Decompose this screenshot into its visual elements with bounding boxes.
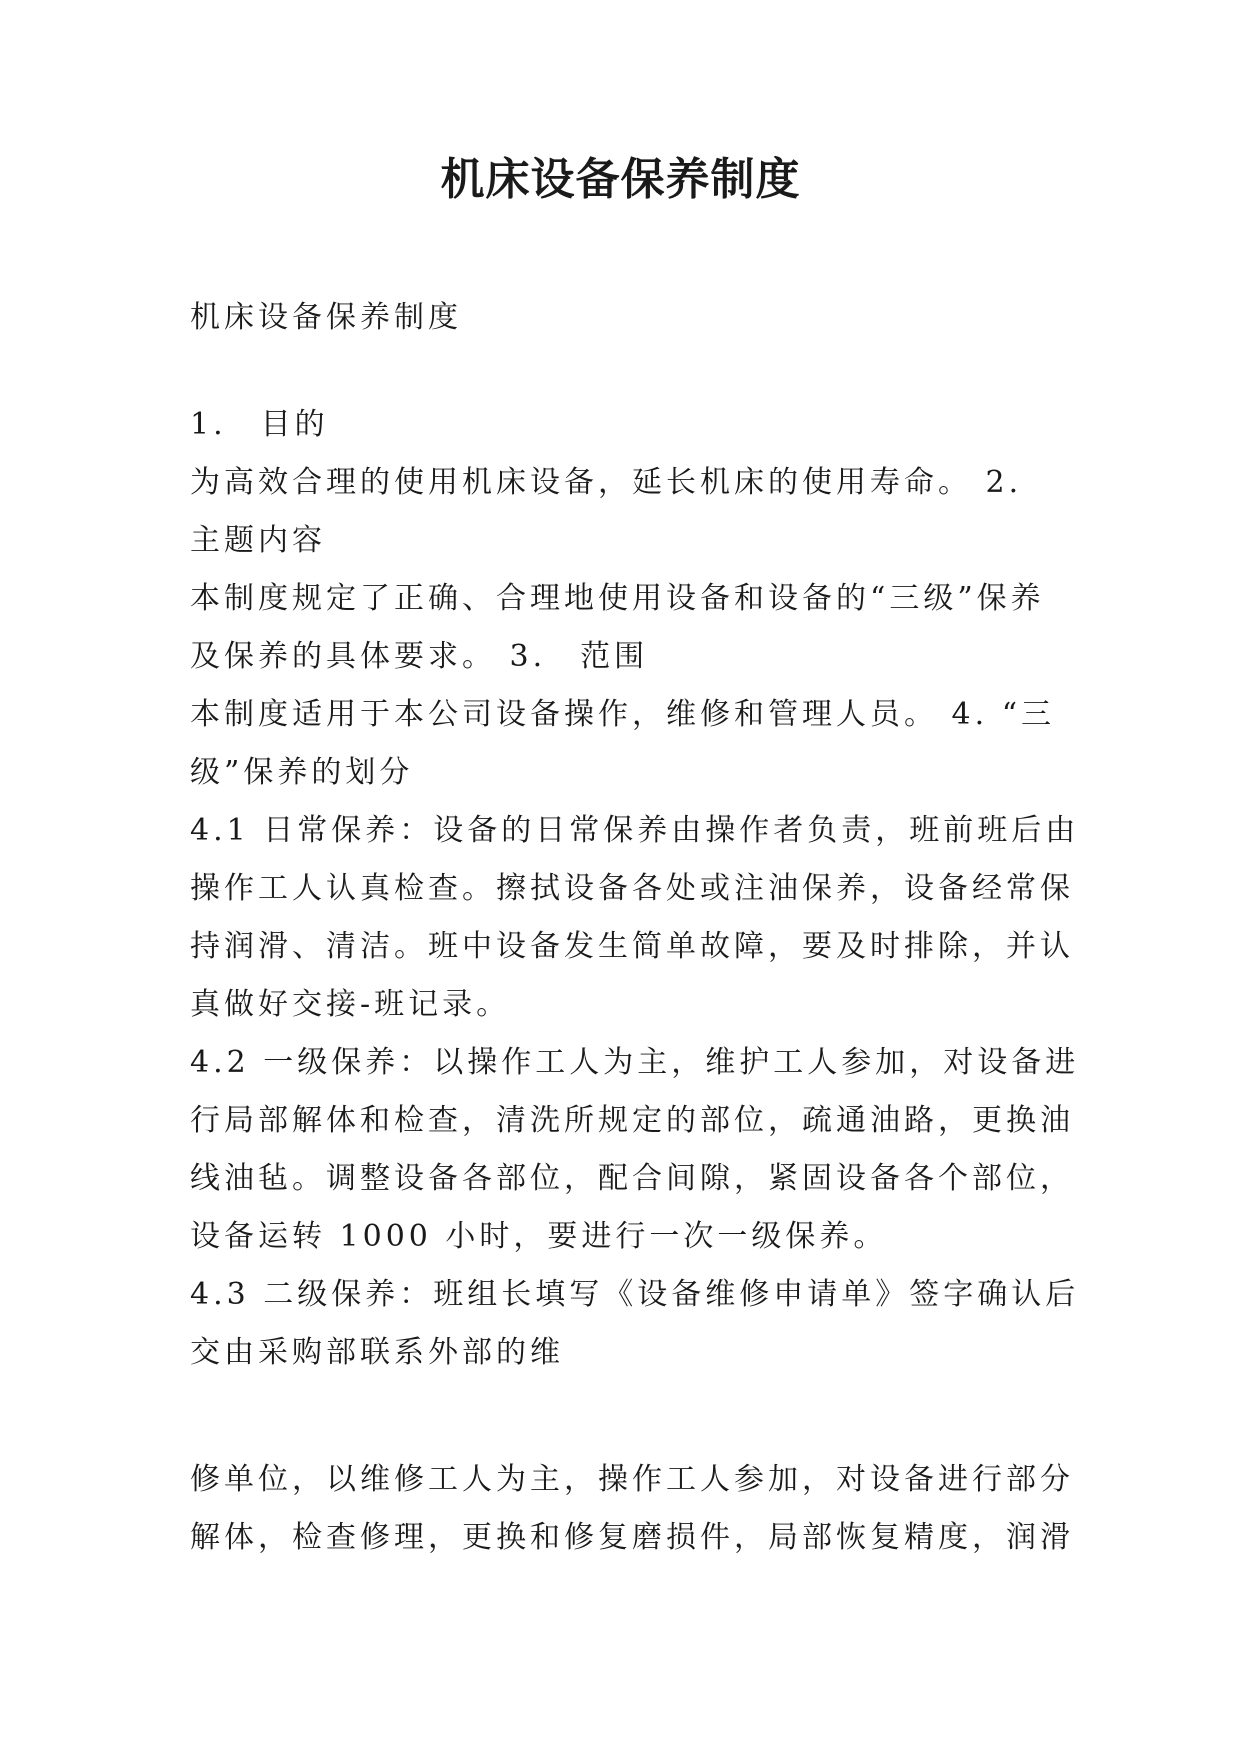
body-line: 操作工人认真检查。擦拭设备各处或注油保养，设备经常保: [190, 871, 1074, 906]
body-line: 4.1 日常保养：设备的日常保养由操作者负责，班前班后由: [190, 813, 1080, 848]
body-line: 本制度规定了正确、合理地使用设备和设备的“三级”保养: [190, 581, 1045, 616]
body-line: 行局部解体和检查，清洗所规定的部位，疏通油路，更换油: [190, 1103, 1074, 1138]
section-2-heading: 主题内容: [190, 523, 326, 558]
section-4-heading: 级”保养的划分: [190, 755, 414, 790]
body-line: 真做好交接-班记录。: [190, 987, 511, 1022]
body-line: 修单位，以维修工人为主，操作工人参加，对设备进行部分: [190, 1462, 1074, 1497]
body-line: 线油毡。调整设备各部位，配合间隙，紧固设备各个部位，: [190, 1161, 1074, 1196]
body-line: 解体，检查修理，更换和修复磨损件，局部恢复精度，润滑: [190, 1520, 1074, 1555]
body-line: 及保养的具体要求。 3. 范围: [190, 639, 649, 674]
body-line: 为高效合理的使用机床设备，延长机床的使用寿命。 2.: [190, 465, 1023, 500]
document-subtitle: 机床设备保养制度: [190, 300, 462, 335]
body-line: 4.2 一级保养：以操作工人为主，维护工人参加，对设备进: [190, 1045, 1080, 1080]
body-line: 4.3 二级保养：班组长填写《设备维修申请单》签字确认后: [190, 1277, 1080, 1312]
body-line: 设备运转 1000 小时，要进行一次一级保养。: [190, 1219, 888, 1254]
section-1-heading: 1. 目的: [190, 407, 329, 442]
body-line: 本制度适用于本公司设备操作，维修和管理人员。 4. “三: [190, 697, 1056, 732]
body-line: 交由采购部联系外部的维: [190, 1335, 564, 1370]
document-title: 机床设备保养制度: [440, 154, 801, 205]
body-line: 持润滑、清洁。班中设备发生简单故障，要及时排除，并认: [190, 929, 1074, 964]
